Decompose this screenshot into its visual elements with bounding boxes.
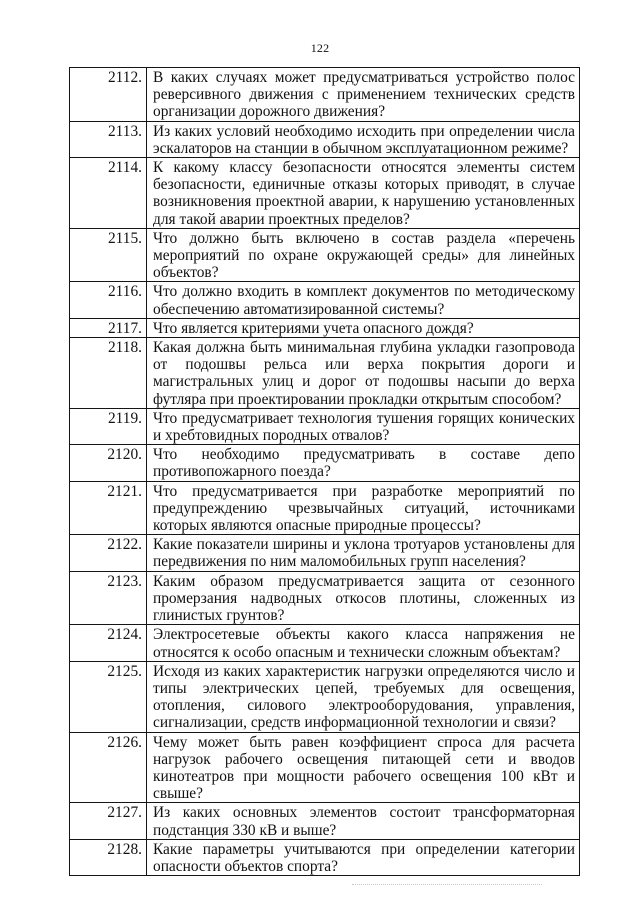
table-row [70, 481, 580, 535]
table-row [70, 535, 580, 571]
table-row [70, 228, 580, 282]
table-row [70, 158, 580, 229]
table-row [70, 732, 580, 803]
question-number: 2122. [70, 535, 147, 571]
table-row [70, 803, 580, 839]
table-row [70, 318, 580, 337]
question-text: Каким образом предусматривается защита от сезонного промерзания надводных откосов плотины, сложенных из глинистых грунтов? [147, 571, 580, 625]
question-text: В каких случаях может предусматриваться устройство полос реверсивного движения с применением технических средств организации дорожного движения? [147, 68, 580, 122]
question-number: 2113. [70, 121, 147, 157]
table-row [70, 625, 580, 661]
question-text: Что является критериями учета опасного дождя? [147, 318, 580, 337]
question-number: 2128. [70, 839, 147, 875]
question-text: Какая должна быть минимальная глубина укладки газопровода от подошвы рельса или верха покрытия дороги и магистральных улиц и дорог от подошвы насыпи до верха футляра при проектировании прокладки открытым способом? [147, 338, 580, 409]
question-text: Какие показатели ширины и уклона тротуаров установлены для передвижения по ним маломобильных групп населения? [147, 535, 580, 571]
page-number: 122 [310, 41, 330, 55]
question-number: 2116. [70, 282, 147, 318]
table-row [70, 408, 580, 444]
question-number: 2115. [70, 228, 147, 282]
question-number: 2117. [70, 318, 147, 337]
question-text: Исходя из каких характеристик нагрузки определяются число и типы электрических цепей, требуемых для освещения, отопления, силового электрооборудования, управления, сигнализации, средств информационной технологии и связи? [147, 661, 580, 732]
table-row [70, 121, 580, 157]
question-text: Что должно входить в комплект документов по методическому обеспечению автоматизированной системы? [147, 282, 580, 318]
question-number: 2121. [70, 481, 147, 535]
question-text: Электросетевые объекты какого класса напряжения не относятся к особо опасным и технически сложным объектам? [147, 625, 580, 661]
scan-artifact-line [352, 884, 542, 886]
question-text: Из каких условий необходимо исходить при определении числа эскалаторов на станции в обычном эксплуатационном режиме? [147, 121, 580, 157]
question-number: 2120. [70, 445, 147, 481]
question-text: Чему может быть равен коэффициент спроса для расчета нагрузок рабочего освещения питающей сети и вводов кинотеатров при мощности рабочего освещения 100 кВт и свыше? [147, 732, 580, 803]
question-number: 2114. [70, 158, 147, 229]
question-text: Что предусматривает технология тушения горящих конических и хребтовидных породных отвалов? [147, 408, 580, 444]
questions-table [69, 67, 580, 876]
question-number: 2124. [70, 625, 147, 661]
table-row [70, 839, 580, 875]
question-number: 2112. [70, 68, 147, 122]
question-text: Какие параметры учитываются при определении категории опасности объектов спорта? [147, 839, 580, 875]
question-number: 2119. [70, 408, 147, 444]
question-text: К какому классу безопасности относятся элементы систем безопасности, единичные отказы которых приводят, в случае возникновения проектной аварии, к нарушению установленных для такой аварии проектных пределов? [147, 158, 580, 229]
table-row [70, 661, 580, 732]
table-row [70, 282, 580, 318]
question-text: Что должно быть включено в состав раздела «перечень мероприятий по охране окружающей среды» для линейных объектов? [147, 228, 580, 282]
table-row [70, 338, 580, 409]
question-text: Что необходимо предусматривать в составе депо противопожарного поезда? [147, 445, 580, 481]
question-number: 2118. [70, 338, 147, 409]
question-number: 2127. [70, 803, 147, 839]
question-number: 2126. [70, 732, 147, 803]
table-row [70, 68, 580, 122]
question-number: 2123. [70, 571, 147, 625]
table-row [70, 571, 580, 625]
question-text: Из каких основных элементов состоит трансформаторная подстанция 330 кВ и выше? [147, 803, 580, 839]
table-row [70, 445, 580, 481]
question-number: 2125. [70, 661, 147, 732]
question-text: Что предусматривается при разработке мероприятий по предупреждению чрезвычайных ситуаций, источниками которых являются опасные природные процессы? [147, 481, 580, 535]
